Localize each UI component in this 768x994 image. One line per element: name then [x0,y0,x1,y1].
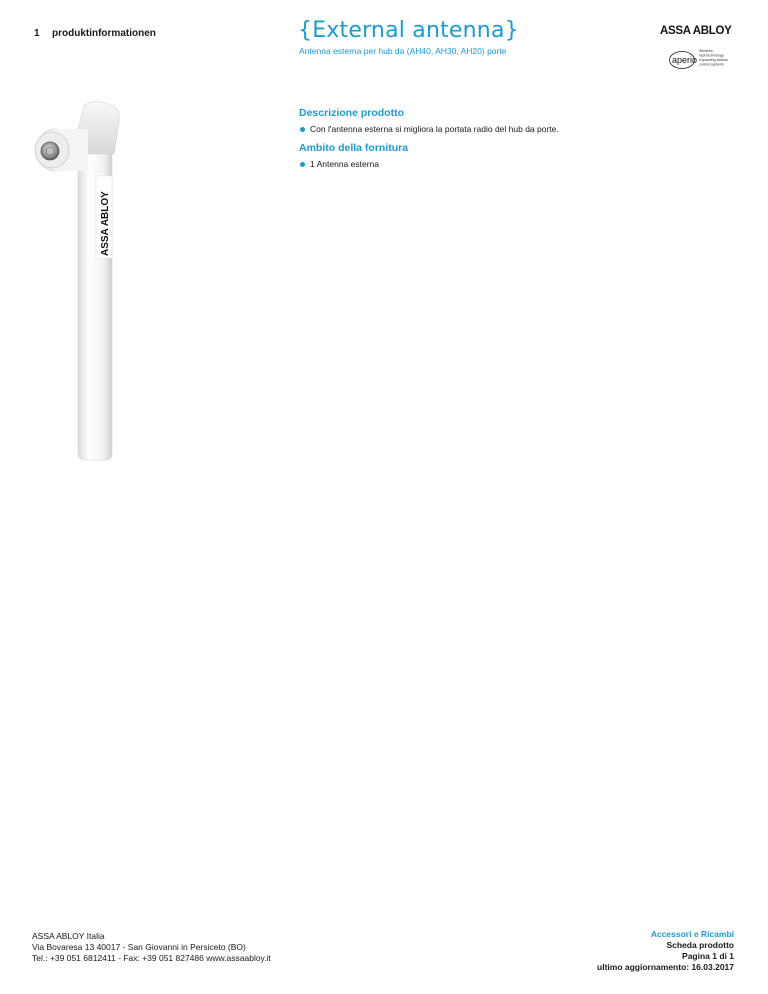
footer-doc-type: Scheda prodotto [666,940,734,950]
bullet-text: 1 Antenna esterna [310,159,380,169]
section-label: produktinformationen [52,28,156,39]
product-description-heading: Descrizione prodotto [299,107,405,119]
bullet-icon [300,127,305,132]
aperio-logo [669,47,739,71]
page-number: 1 [34,28,40,39]
list-item [300,159,379,169]
supply-scope-heading: Ambito della fornitura [299,142,409,154]
footer-updated: ultimo aggiornamento: 16.03.2017 [597,962,734,972]
assa-abloy-logo: ASSA ABLOY [660,25,732,37]
aperio-tagline-1: Wireless [699,49,713,53]
bullet-text: Con l'antenna esterna si migliora la portata radio del hub da porte. [310,124,559,134]
aperio-tagline-4: control systems [699,62,724,67]
footer-category: Accessori e Ricambi [650,929,734,939]
company-contact: Tel.: +39 051 6812411 - Fax: +39 051 827486 www.assaabloy.it [32,953,271,963]
aperio-tagline-2: lock technology [699,53,724,58]
page-title: {External antenna} [298,18,519,43]
footer-doc-info [597,929,734,973]
company-name: ASSA ABLOY Italia [32,931,105,941]
footer-company-info [32,931,271,964]
list-item [300,124,559,134]
antenna-label-text: ASSA ABLOY [100,191,111,256]
bullet-icon [300,162,305,167]
aperio-wordmark: aperio [672,55,698,65]
antenna-product-image [30,98,130,468]
company-address: Via Bovaresa 13 40017 - San Giovanni in Persiceto (BO) [32,942,246,952]
footer-pagination: Pagina 1 di 1 [682,951,734,961]
aperio-tagline-3: expanding access [699,58,728,62]
page-subtitle: Antenna esterna per hub da (AH40, AH30, AH20) porte [299,46,507,56]
